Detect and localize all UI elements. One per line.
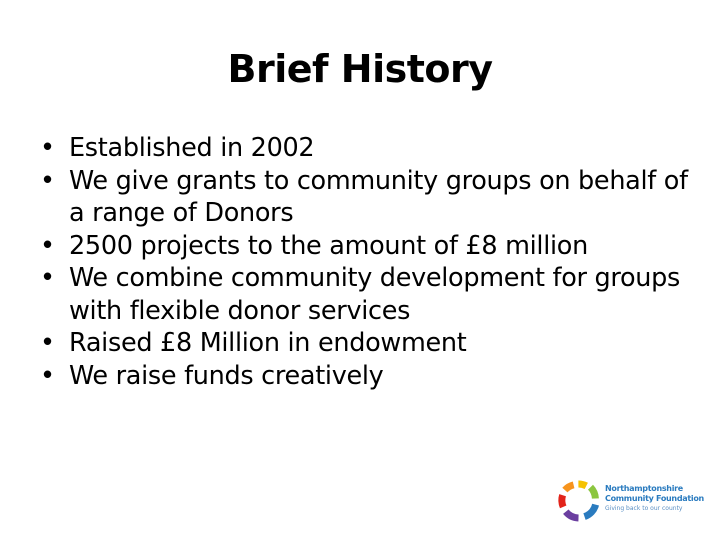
logo-text bbox=[605, 484, 710, 513]
logo-tagline: Giving back to our county bbox=[605, 505, 683, 512]
logo-name-line2: Community Foundation bbox=[605, 494, 704, 503]
bullet-item bbox=[40, 262, 710, 327]
community-foundation-logo bbox=[556, 478, 706, 524]
bullet-text: We combine community development for groups with flexible donor services bbox=[69, 263, 681, 326]
logo-segment-yellow bbox=[578, 484, 586, 486]
slide-title: Brief History bbox=[227, 47, 493, 91]
logo-segment-purple bbox=[566, 512, 579, 518]
bullet-text: Established in 2002 bbox=[69, 133, 315, 163]
bullet-item bbox=[40, 132, 710, 165]
bullet-dot: • bbox=[40, 328, 55, 358]
logo-segment-blue bbox=[585, 505, 596, 517]
logo-segment-green bbox=[591, 487, 596, 498]
logo-name-line1: Northamptonshire bbox=[605, 484, 683, 493]
bullet-text: 2500 projects to the amount of £8 million bbox=[69, 230, 588, 261]
bullet-item bbox=[40, 165, 710, 230]
bullet-text: Raised £8 Million in endowment bbox=[69, 328, 467, 358]
bullet-item bbox=[40, 230, 710, 263]
bullet-item bbox=[40, 327, 710, 360]
bullet-text: We give grants to community groups on behalf of a range of Donors bbox=[69, 165, 688, 228]
bullet-dot: • bbox=[40, 165, 55, 196]
bullet-dot: • bbox=[40, 263, 55, 293]
bullet-dot: • bbox=[40, 230, 55, 261]
bullet-dot: • bbox=[40, 360, 55, 391]
bullet-list bbox=[40, 132, 710, 392]
bullet-dot: • bbox=[40, 133, 55, 163]
bullet-text: We raise funds creatively bbox=[69, 360, 384, 391]
logo-segment-orange bbox=[565, 485, 574, 490]
logo-segment-red bbox=[562, 495, 563, 507]
logo-ring-icon bbox=[556, 478, 602, 524]
bullet-item bbox=[40, 360, 710, 393]
